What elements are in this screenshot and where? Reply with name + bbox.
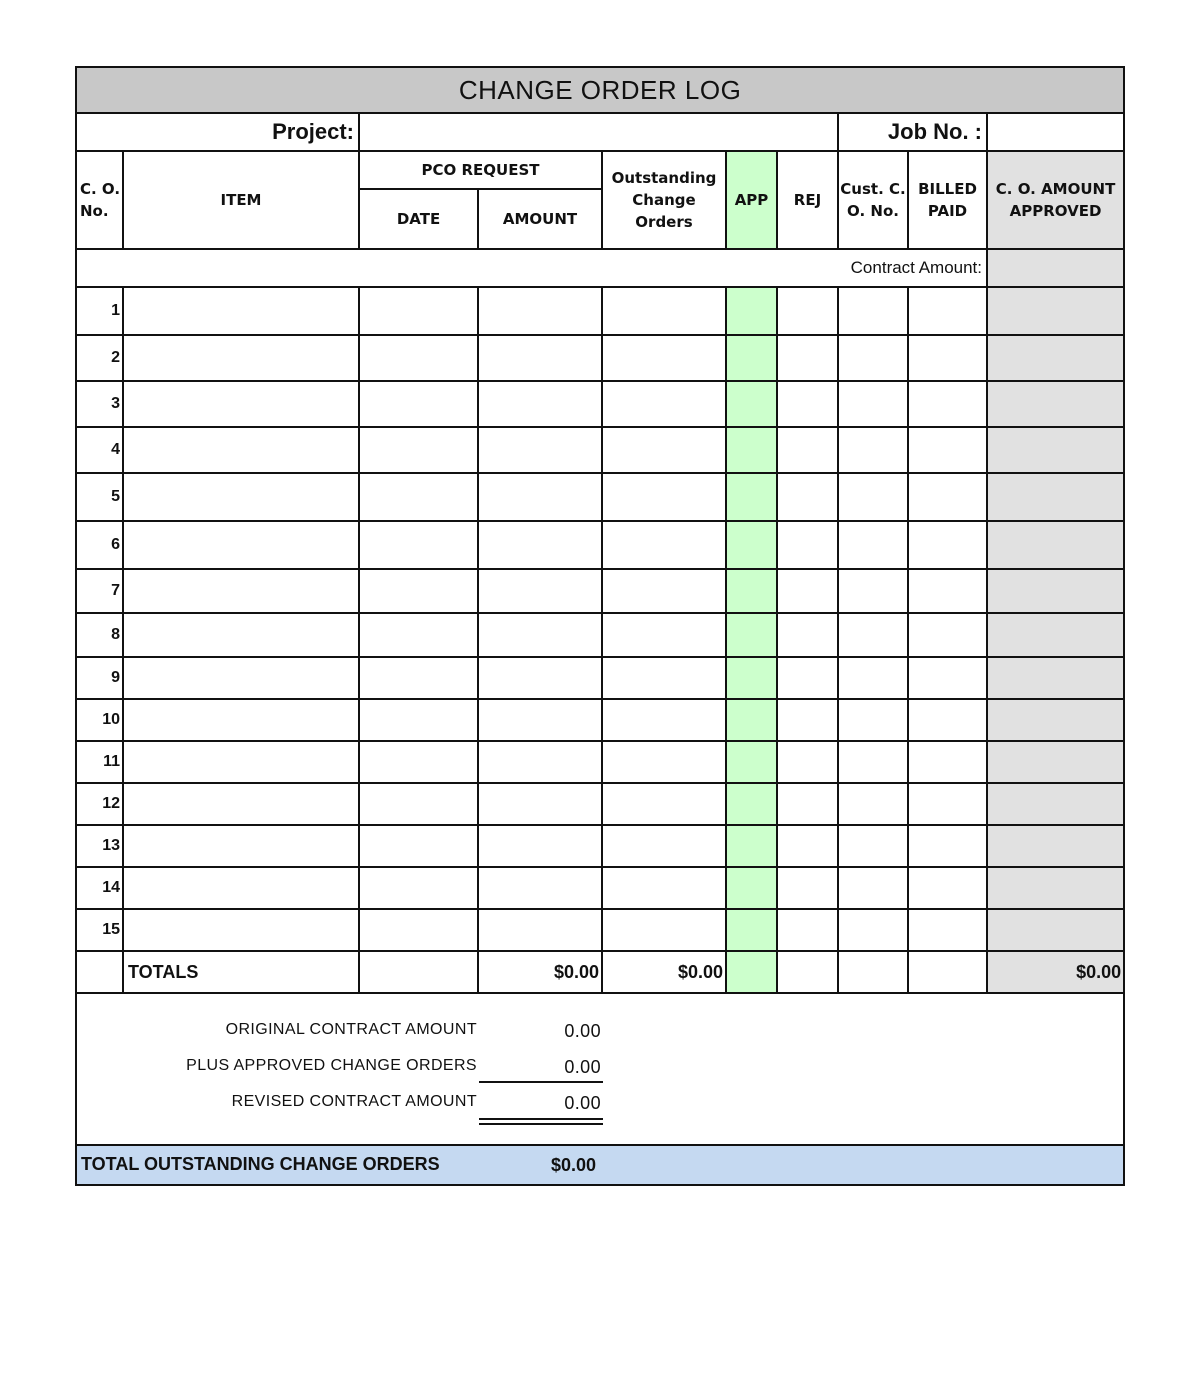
cust-co-cell[interactable] [838, 741, 908, 783]
date-cell[interactable] [359, 613, 478, 657]
job-number-field[interactable] [987, 113, 1124, 151]
col-header-pco-request: PCO REQUEST [359, 151, 602, 189]
approved-amount-cell[interactable] [987, 783, 1124, 825]
cust-co-cell[interactable] [838, 335, 908, 381]
totals-approved: $0.00 [987, 951, 1124, 993]
item-cell[interactable] [123, 521, 359, 569]
cust-co-cell[interactable] [838, 521, 908, 569]
plus-approved-label: PLUS APPROVED CHANGE ORDERS [186, 1057, 477, 1074]
table-row [76, 699, 1124, 741]
totals-cust-co-cell [838, 951, 908, 993]
date-cell[interactable] [359, 473, 478, 521]
date-cell[interactable] [359, 909, 478, 951]
date-cell[interactable] [359, 569, 478, 613]
item-cell[interactable] [123, 783, 359, 825]
cust-co-cell[interactable] [838, 867, 908, 909]
app-cell[interactable] [726, 867, 777, 909]
row-number: 11 [76, 741, 123, 783]
app-cell[interactable] [726, 287, 777, 335]
row-number: 9 [76, 657, 123, 699]
app-cell[interactable] [726, 381, 777, 427]
amount-cell[interactable] [478, 427, 602, 473]
col-header-co-amount-approved: C. O. AMOUNT APPROVED [987, 151, 1124, 249]
rej-cell[interactable] [777, 427, 838, 473]
date-cell[interactable] [359, 287, 478, 335]
approved-amount-cell[interactable] [987, 381, 1124, 427]
table-row [76, 867, 1124, 909]
app-cell[interactable] [726, 909, 777, 951]
col-header-app: APP [726, 151, 777, 249]
approved-amount-cell[interactable] [987, 521, 1124, 569]
item-cell[interactable] [123, 569, 359, 613]
billed-paid-cell[interactable] [908, 287, 987, 335]
item-cell[interactable] [123, 473, 359, 521]
billed-paid-cell[interactable] [908, 521, 987, 569]
plus-approved-value: 0.00 [564, 1057, 601, 1077]
outstanding-cell[interactable] [602, 473, 726, 521]
row-number: 8 [76, 613, 123, 657]
date-cell[interactable] [359, 521, 478, 569]
outstanding-cell[interactable] [602, 521, 726, 569]
approved-amount-cell[interactable] [987, 613, 1124, 657]
revised-contract-label: REVISED CONTRACT AMOUNT [231, 1093, 477, 1110]
table-row [76, 613, 1124, 657]
billed-paid-cell[interactable] [908, 783, 987, 825]
cust-co-cell[interactable] [838, 909, 908, 951]
rej-cell[interactable] [777, 699, 838, 741]
rej-cell[interactable] [777, 287, 838, 335]
amount-cell[interactable] [478, 699, 602, 741]
outstanding-cell[interactable] [602, 657, 726, 699]
item-cell[interactable] [123, 867, 359, 909]
date-cell[interactable] [359, 825, 478, 867]
amount-cell[interactable] [478, 521, 602, 569]
app-cell[interactable] [726, 521, 777, 569]
log-rows [76, 287, 1124, 951]
project-label: Project: [76, 113, 359, 151]
cust-co-cell[interactable] [838, 825, 908, 867]
outstanding-cell[interactable] [602, 613, 726, 657]
rej-cell[interactable] [777, 613, 838, 657]
col-header-date: DATE [359, 189, 478, 249]
approved-amount-cell[interactable] [987, 741, 1124, 783]
original-contract-label: ORIGINAL CONTRACT AMOUNT [225, 1021, 477, 1038]
item-cell[interactable] [123, 699, 359, 741]
item-cell[interactable] [123, 741, 359, 783]
cust-co-cell[interactable] [838, 381, 908, 427]
row-number: 3 [76, 381, 123, 427]
rej-cell[interactable] [777, 473, 838, 521]
rej-cell[interactable] [777, 381, 838, 427]
table-row [76, 657, 1124, 699]
sum-underline [479, 1081, 603, 1083]
outstanding-cell[interactable] [602, 867, 726, 909]
table-row [76, 569, 1124, 613]
total-outstanding-label: TOTAL OUTSTANDING CHANGE ORDERS [81, 1154, 440, 1174]
cust-co-cell[interactable] [838, 657, 908, 699]
item-cell[interactable] [123, 287, 359, 335]
cust-co-cell[interactable] [838, 473, 908, 521]
approved-amount-cell[interactable] [987, 287, 1124, 335]
amount-cell[interactable] [478, 381, 602, 427]
amount-cell[interactable] [478, 657, 602, 699]
amount-cell[interactable] [478, 613, 602, 657]
item-cell[interactable] [123, 335, 359, 381]
rej-cell[interactable] [777, 825, 838, 867]
table-row [76, 287, 1124, 335]
rej-cell[interactable] [777, 335, 838, 381]
table-row [76, 381, 1124, 427]
cust-co-cell[interactable] [838, 287, 908, 335]
change-order-log-sheet [75, 66, 1123, 1195]
amount-cell[interactable] [478, 569, 602, 613]
outstanding-cell[interactable] [602, 783, 726, 825]
amount-cell[interactable] [478, 867, 602, 909]
app-cell[interactable] [726, 335, 777, 381]
outstanding-cell[interactable] [602, 287, 726, 335]
totals-label: TOTALS [123, 951, 359, 993]
row-number: 5 [76, 473, 123, 521]
app-cell[interactable] [726, 427, 777, 473]
table-row [76, 783, 1124, 825]
totals-app-cell [726, 951, 777, 993]
date-cell[interactable] [359, 335, 478, 381]
amount-cell[interactable] [478, 783, 602, 825]
outstanding-cell[interactable] [602, 381, 726, 427]
totals-co-cell [76, 951, 123, 993]
amount-cell[interactable] [478, 909, 602, 951]
col-header-item: ITEM [123, 151, 359, 249]
approved-amount-cell[interactable] [987, 335, 1124, 381]
table-row [76, 741, 1124, 783]
app-cell[interactable] [726, 473, 777, 521]
col-header-amount: AMOUNT [478, 189, 602, 249]
row-number: 7 [76, 569, 123, 613]
item-cell[interactable] [123, 657, 359, 699]
col-header-billed-paid: BILLED PAID [908, 151, 987, 249]
row-number: 1 [76, 287, 123, 335]
totals-billed-cell [908, 951, 987, 993]
billed-paid-cell[interactable] [908, 473, 987, 521]
contract-amount-field[interactable] [987, 249, 1124, 287]
row-number: 6 [76, 521, 123, 569]
rej-cell[interactable] [777, 909, 838, 951]
billed-paid-cell[interactable] [908, 699, 987, 741]
date-cell[interactable] [359, 381, 478, 427]
rej-cell[interactable] [777, 569, 838, 613]
app-cell[interactable] [726, 783, 777, 825]
date-cell[interactable] [359, 699, 478, 741]
item-cell[interactable] [123, 381, 359, 427]
date-cell[interactable] [359, 427, 478, 473]
row-number: 12 [76, 783, 123, 825]
total-outstanding-bar [76, 1145, 1124, 1185]
approved-amount-cell[interactable] [987, 569, 1124, 613]
contract-amount-label: Contract Amount: [76, 249, 987, 287]
outstanding-cell[interactable] [602, 335, 726, 381]
item-cell[interactable] [123, 427, 359, 473]
change-order-table [75, 66, 1125, 1186]
approved-amount-cell[interactable] [987, 473, 1124, 521]
revised-contract-value: 0.00 [564, 1093, 601, 1113]
totals-date-cell [359, 951, 478, 993]
table-row [76, 909, 1124, 951]
date-cell[interactable] [359, 657, 478, 699]
col-header-outstanding: Outstanding Change Orders [602, 151, 726, 249]
project-field[interactable] [359, 113, 838, 151]
row-number: 4 [76, 427, 123, 473]
rej-cell[interactable] [777, 783, 838, 825]
rej-cell[interactable] [777, 657, 838, 699]
approved-amount-cell[interactable] [987, 909, 1124, 951]
row-number: 15 [76, 909, 123, 951]
billed-paid-cell[interactable] [908, 335, 987, 381]
date-cell[interactable] [359, 783, 478, 825]
date-cell[interactable] [359, 867, 478, 909]
amount-cell[interactable] [478, 825, 602, 867]
billed-paid-cell[interactable] [908, 741, 987, 783]
billed-paid-cell[interactable] [908, 569, 987, 613]
outstanding-cell[interactable] [602, 427, 726, 473]
totals-rej-cell [777, 951, 838, 993]
approved-amount-cell[interactable] [987, 825, 1124, 867]
job-number-label: Job No. : [838, 113, 987, 151]
outstanding-cell[interactable] [602, 741, 726, 783]
row-number: 13 [76, 825, 123, 867]
app-cell[interactable] [726, 613, 777, 657]
page-title: CHANGE ORDER LOG [76, 67, 1124, 113]
item-cell[interactable] [123, 825, 359, 867]
outstanding-cell[interactable] [602, 699, 726, 741]
total-outstanding-value: $0.00 [551, 1155, 597, 1175]
table-row [76, 427, 1124, 473]
approved-amount-cell[interactable] [987, 427, 1124, 473]
billed-paid-cell[interactable] [908, 427, 987, 473]
billed-paid-cell[interactable] [908, 909, 987, 951]
total-double-underline [479, 1118, 603, 1125]
table-row [76, 825, 1124, 867]
billed-paid-cell[interactable] [908, 867, 987, 909]
totals-amount: $0.00 [478, 951, 602, 993]
row-number: 10 [76, 699, 123, 741]
table-row [76, 473, 1124, 521]
cust-co-cell[interactable] [838, 699, 908, 741]
cust-co-cell[interactable] [838, 569, 908, 613]
original-contract-value: 0.00 [564, 1021, 601, 1041]
app-cell[interactable] [726, 569, 777, 613]
billed-paid-cell[interactable] [908, 825, 987, 867]
approved-amount-cell[interactable] [987, 867, 1124, 909]
amount-cell[interactable] [478, 335, 602, 381]
cust-co-cell[interactable] [838, 427, 908, 473]
app-cell[interactable] [726, 699, 777, 741]
item-cell[interactable] [123, 613, 359, 657]
row-number: 2 [76, 335, 123, 381]
col-header-cust-co: Cust. C. O. No. [838, 151, 908, 249]
rej-cell[interactable] [777, 867, 838, 909]
billed-paid-cell[interactable] [908, 613, 987, 657]
amount-cell[interactable] [478, 473, 602, 521]
cust-co-cell[interactable] [838, 783, 908, 825]
amount-cell[interactable] [478, 741, 602, 783]
rej-cell[interactable] [777, 521, 838, 569]
contract-summary [76, 993, 1124, 1145]
date-cell[interactable] [359, 741, 478, 783]
row-number: 14 [76, 867, 123, 909]
totals-outstanding: $0.00 [602, 951, 726, 993]
col-header-co-no: C. O. No. [76, 151, 123, 249]
table-row [76, 521, 1124, 569]
col-header-rej: REJ [777, 151, 838, 249]
app-cell[interactable] [726, 741, 777, 783]
approved-amount-cell[interactable] [987, 699, 1124, 741]
app-cell[interactable] [726, 657, 777, 699]
amount-cell[interactable] [478, 287, 602, 335]
outstanding-cell[interactable] [602, 825, 726, 867]
table-row [76, 335, 1124, 381]
billed-paid-cell[interactable] [908, 657, 987, 699]
app-cell[interactable] [726, 825, 777, 867]
outstanding-cell[interactable] [602, 569, 726, 613]
outstanding-cell[interactable] [602, 909, 726, 951]
approved-amount-cell[interactable] [987, 657, 1124, 699]
billed-paid-cell[interactable] [908, 381, 987, 427]
item-cell[interactable] [123, 909, 359, 951]
rej-cell[interactable] [777, 741, 838, 783]
cust-co-cell[interactable] [838, 613, 908, 657]
